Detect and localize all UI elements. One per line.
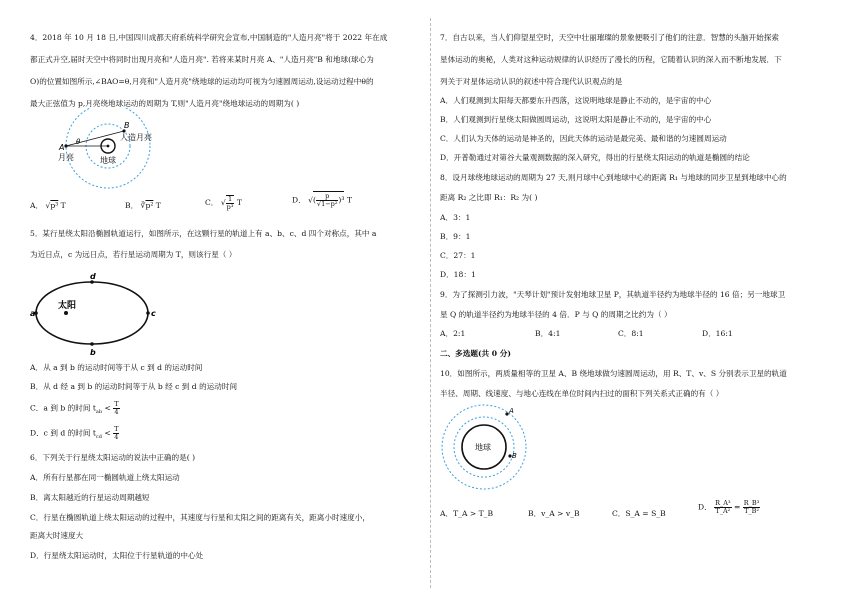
q8-option-b: B．9：1 (440, 232, 471, 241)
planet-orbit (36, 282, 148, 344)
q6-option-c-line2: 距离大时速度大 (30, 531, 84, 540)
label-a: A (509, 407, 514, 415)
label-earth: 地球 (475, 443, 491, 452)
q5-option-a: A．从 a 到 b 的运动时间等于从 c 到 d 的运动时间 (30, 363, 203, 372)
q7-option-c: C．人们认为天体的运动是神圣的，因此天体的运动是最完美、最和谐的匀速圆周运动 (440, 134, 727, 143)
label-b: B (124, 121, 130, 130)
q10-orbit-figure (440, 402, 540, 494)
q4-line1: 4．2018 年 10 月 18 日,中国四川成都天府系统科学研究会宣布,中国制造的"人造月亮"将于 2022 年在成 (30, 33, 388, 42)
q7-line3: 列关于对星体运动认识的叙述中符合现代认识观点的是 (440, 77, 623, 86)
q7-line1: 7．自古以来，当人们仰望星空时，天空中壮丽璀璨的景象便吸引了他们的注意．智慧的头脑开始探索 (440, 33, 779, 42)
q9-option-a: A．2:1 (440, 329, 466, 338)
label-b: B (512, 452, 517, 460)
q4-line4: 最大正弦值为 p,月亮绕地球运动的周期为 T,则"人造月亮"绕地球运动的周期为( ) (30, 99, 300, 108)
q8-line1: 8．设月球绕地球运动的周期为 27 天,则月球中心到地球中心的距离 R₁ 与地球的同步卫星到地球中心的 (440, 173, 787, 182)
q9-option-b: B．4:1 (535, 329, 561, 338)
q6-option-b: B．离太阳越近的行星运动周期越短 (30, 493, 150, 502)
q7-option-b: B．人们观测到行星绕太阳做圆周运动，这说明太阳是静止不动的，是宇宙的中心 (440, 115, 712, 124)
q10-option-b: B．v_A > v_B (528, 509, 580, 518)
q10-line1: 10．如图所示，两质量相等的卫星 A、B 绕地球做匀速圆周运动，用 R、T、v、S 分别表示卫星的轨道 (440, 369, 787, 378)
label-a: a (30, 309, 36, 318)
q6-option-c-line1: C．行星在椭圆轨道上绕太阳运动的过程中，其速度与行星和太阳之间的距离有关，距离小时速度小， (30, 513, 370, 522)
q8-option-a: A．3：1 (440, 213, 471, 222)
q6-option-a: A．所有行星都在同一椭圆轨道上绕太阳运动 (30, 473, 180, 482)
q8-line2: 距离 R₂ 之比即 R₁：R₂ 为( ) (440, 193, 538, 202)
q6-option-d: D．行星绕太阳运动时，太阳位于行星轨道的中心处 (30, 551, 204, 560)
q6-stem: 6．下列关于行星绕太阳运动的说法中正确的是( ) (30, 453, 196, 462)
moon-point (64, 144, 67, 147)
q10-line2: 半径、周期、线速度、与地心连线在单位时间内扫过的面积下列关系式正确的有（ ） (440, 389, 724, 398)
label-moon: 月亮 (58, 153, 74, 162)
q9-line1: 9．为了探测引力波，"天琴计划"预计发射地球卫星 P，其轨道半径约为地球半径的 16 倍；另一地球卫 (440, 290, 786, 299)
label-earth: 地球 (100, 156, 116, 165)
column-divider (430, 18, 431, 588)
q10-option-d: D． $\frac{\text{R\_A³}}{\text{T\_A²}}$ = $\frac{\text{R\_B³}}{\text{T\_B²}}$ (698, 499, 760, 515)
sun-dot (64, 311, 68, 315)
q10-option-c: C．S_A = S_B (612, 509, 666, 518)
label-a: A (59, 143, 65, 152)
q7-option-a: A．人们观测到太阳每天都要东升西落，这说明地球是静止不动的，是宇宙的中心 (440, 96, 712, 105)
q5-option-d: D．c 到 d 的时间 $t_{cd}$ < $\frac{T}{4}$ (30, 425, 119, 441)
label-c: c (151, 309, 156, 318)
q4-line2: 都正式升空,届时天空中将同时出现月亮和"人造月亮". 若将来某时月亮 A、"人造月亮"B 和地球(球心为 (30, 55, 374, 64)
q7-line2: 星体运动的奥秘，人类对这种运动规律的认识经历了漫长的历程，它随着认识的深入而不断地发展．下 (440, 55, 782, 64)
section-multiple-choice-title: 二、多选题(共 0 分) (440, 349, 511, 358)
label-artificial-moon: 人造月亮 (120, 133, 152, 142)
q5-option-b: B．从 d 经 a 到 b 的运动时间等于从 b 经 c 到 d 的运动时间 (30, 382, 238, 391)
q9-option-c: C．8:1 (618, 329, 644, 338)
q9-line2: 星 Q 的轨道半径约为地球半径的 4 倍．P 与 Q 的周期之比约为（ ） (440, 310, 672, 319)
q4-line3: O)的位置如图所示,∠BAO=θ,月亮和"人造月亮"绕地球的运动均可视为匀速圆周运动,设运动过程中θ的 (30, 77, 374, 86)
label-d: d (90, 272, 96, 281)
label-b: b (90, 348, 96, 357)
label-sun: 太阳 (58, 301, 77, 311)
q4-option-d: D． √( $\frac{p}{\text{√1−p²}}$ )³ T (292, 192, 352, 208)
q5-option-c: C．a 到 b 的时间 $t_{ab}$ < $\frac{T}{4}$ (30, 400, 119, 416)
q4-option-c: C． √ $\frac{1}{\text{p³}}$ T (205, 195, 242, 211)
q5-ellipse-figure (30, 268, 160, 358)
q5-line2: 为近日点，c 为远日点，若行星运动周期为 T，则该行星（ ） (30, 250, 237, 259)
q8-option-d: D．18：1 (440, 270, 476, 279)
q8-option-c: C．27：1 (440, 251, 476, 260)
q9-option-d: D．16:1 (702, 329, 733, 338)
label-theta: θ (76, 138, 81, 146)
q5-line1: 5．某行星绕太阳沿椭圆轨道运行，如图所示，在这颗行星的轨道上有 a、b、c、d 四个对称点，其中 a (30, 229, 377, 238)
q7-option-d: D．开普勒通过对第谷大量观测数据的深入研究，得出的行星绕太阳运动的轨道是椭圆的结论 (440, 153, 750, 162)
q4-option-b: B． ∛p² T (125, 201, 161, 210)
q10-option-a: A．T_A > T_B (440, 509, 494, 518)
q4-orbit-figure (30, 108, 180, 190)
q4-option-a: A． √p³ T (30, 201, 66, 210)
